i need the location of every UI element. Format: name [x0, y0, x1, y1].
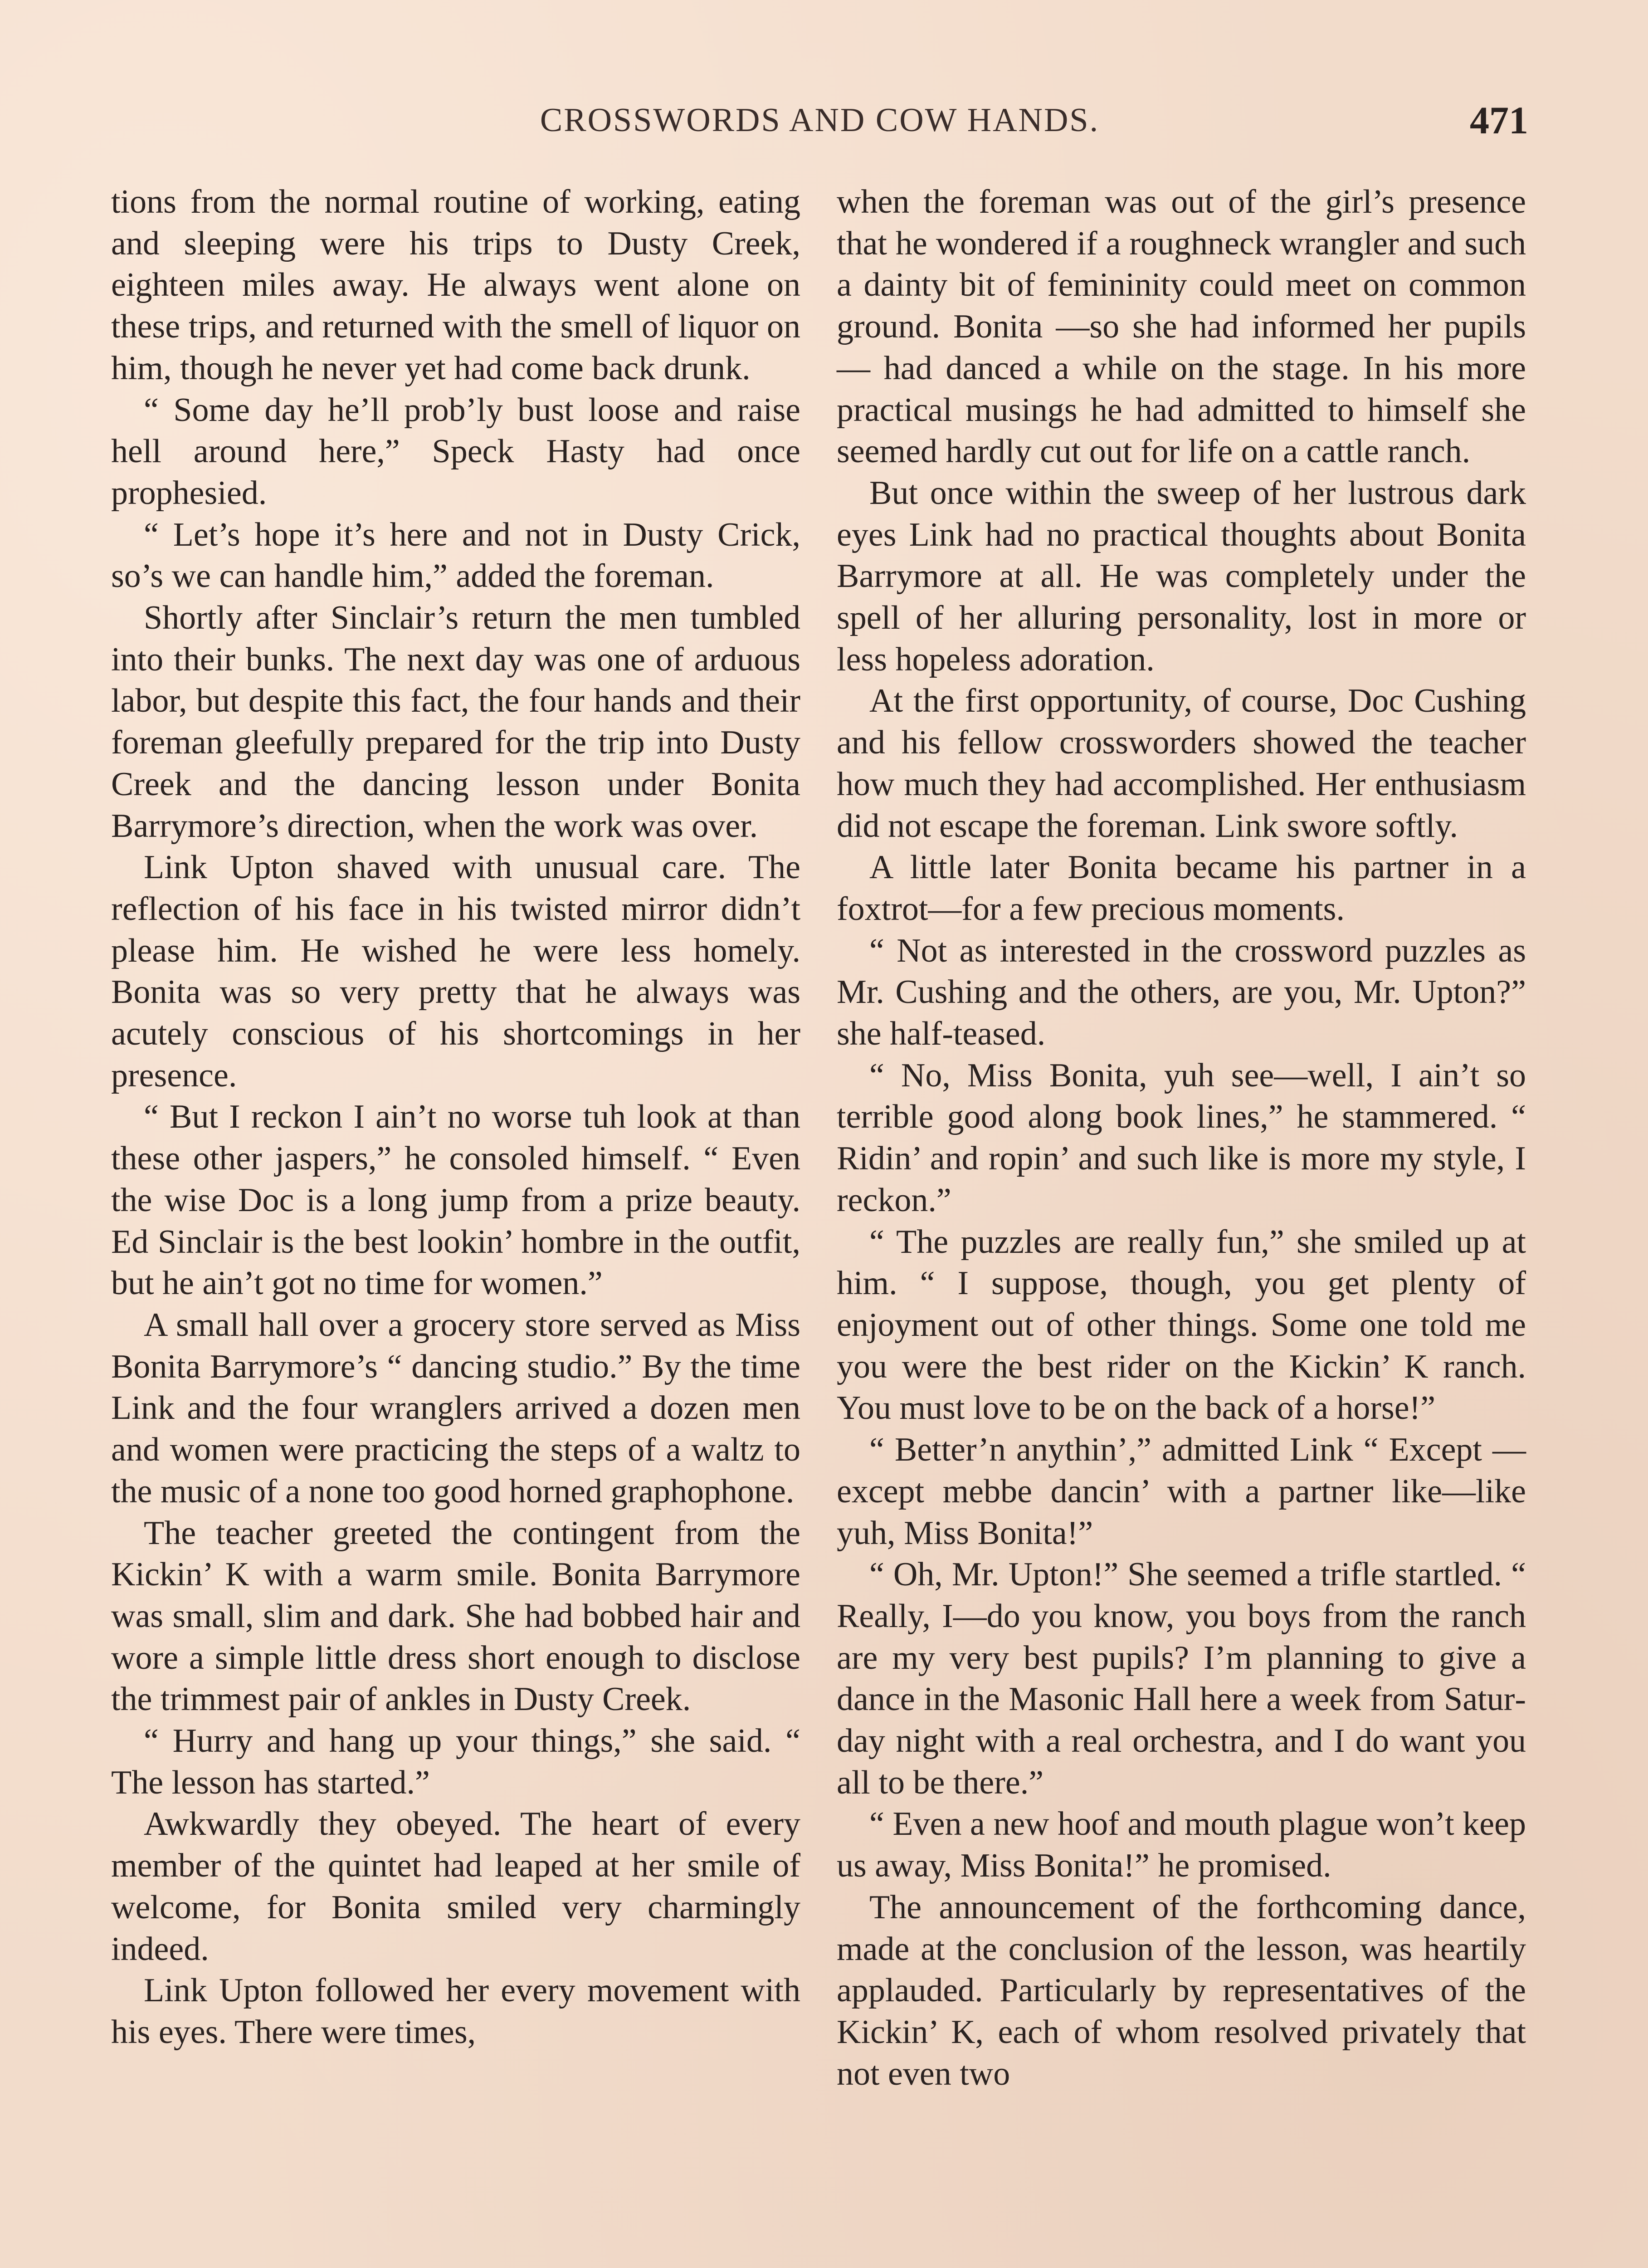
- paragraph: tions from the normal routine of working, eating and sleeping were his trips to Dusty Creek, eighteen miles away. He always went alone on these trips, and returned with the smell of liquor on him, though he never yet had come back drunk.: [111, 183, 800, 387]
- left-column: [111, 181, 800, 2053]
- paragraph: But once within the sweep of her lustrous dark eyes Link had no practical thoughts about Bonita Barrymore at all. He was completely under the spell of her alluring personality, lost in more or less hopeless adoration.: [837, 474, 1526, 678]
- right-column: [837, 181, 1526, 2095]
- paragraph: “ No, Miss Bonita, yuh see—well, I ain’t so terrible good along book lines,” he stammered. “ Ridin’ and ropin’ and such like is more my style, I reckon.”: [837, 1056, 1526, 1219]
- paragraph: Link Upton followed her every movement with his eyes. There were times,: [111, 1972, 800, 2051]
- paragraph: The teacher greeted the contingent from the Kickin’ K with a warm smile. Bonita Barrymore was small, slim and dark. She had bobbed hair and wore a simple little dress short enough to disclose the trimmest pair of ankles in Dusty Creek.: [111, 1514, 800, 1718]
- page-number: 471: [1470, 98, 1528, 142]
- paragraph: “ Let’s hope it’s here and not in Dusty Crick, so’s we can handle him,” added the foreman.: [111, 516, 800, 595]
- paragraph: “ The puzzles are really fun,” she smiled up at him. “ I suppose, though, you get plenty of enjoyment out of other things. Some one told me you were the best rider on the Kickin’ K ranch. You must love to be on the back of a horse!”: [837, 1223, 1526, 1427]
- paragraph: “ Not as interested in the crossword puzzles as Mr. Cushing and the others, are you, Mr. Upton?” she half-teased.: [837, 932, 1526, 1053]
- paragraph: At the first opportunity, of course, Doc Cushing and his fellow crossworders showed the teacher how much they had accomplished. Her enthusiasm did not escape the foreman. Link swore softly.: [837, 682, 1526, 845]
- running-title: CROSSWORDS AND COW HANDS.: [540, 102, 1100, 139]
- paragraph: “ Oh, Mr. Upton!” She seemed a trifle startled. “ Really, I—do you know, you boys from the ranch are my very best pupils? I’m planning to give a dance in the Masonic Hall here a week from Saturday night with a real orchestra, and I do want you all to be there.”: [837, 1556, 1526, 1801]
- paragraph: “ But I reckon I ain’t no worse tuh look at than these other jaspers,” he consoled himself. “ Even the wise Doc is a long jump from a prize beauty. Ed Sinclair is the best lookin’ hombre in the outfit, but he ain’t got no time for women.”: [111, 1098, 800, 1302]
- paragraph: “ Some day he’ll prob’ly bust loose and raise hell around here,” Speck Hasty had once prophesied.: [111, 391, 800, 512]
- page-header: [111, 98, 1528, 156]
- paragraph: Link Upton shaved with unusual care. The reflection of his face in his twisted mirror didn’t please him. He wished he were less homely. Bonita was so very pretty that he always was acutely conscious of his shortcomings in her presence.: [111, 849, 800, 1094]
- paragraph: The announcement of the forthcoming dance, made at the conclusion of the lesson, was heartily applauded. Particularly by representatives of the Kickin’ K, each of whom resolved privately that not even two: [837, 1888, 1526, 2092]
- paragraph: “ Hurry and hang up your things,” she said. “ The lesson has started.”: [111, 1722, 800, 1801]
- paragraph: A small hall over a grocery store served as Miss Bonita Barrymore’s “ dancing studio.” By the time Link and the four wranglers arrived a dozen men and women were practicing the steps of a waltz to the music of a none too good horned graphophone.: [111, 1306, 800, 1510]
- paragraph: Awkwardly they obeyed. The heart of every member of the quintet had leaped at her smile of welcome, for Bonita smiled very charmingly indeed.: [111, 1805, 800, 1968]
- paragraph: when the foreman was out of the girl’s presence that he wondered if a roughneck wrangler and such a dainty bit of femininity could meet on common ground. Bonita —so she had informed her pupils — had danced a while on the stage. In his more practical musings he had admitted to himself she seemed hardly cut out for life on a cattle ranch.: [837, 183, 1526, 470]
- paragraph: Shortly after Sinclair’s return the men tumbled into their bunks. The next day was one of arduous labor, but despite this fact, the four hands and their foreman gleefully prepared for the trip into Dusty Creek and the dancing lesson under Bonita Barrymore’s direction, when the work was over.: [111, 599, 800, 845]
- paragraph: A little later Bonita became his partner in a foxtrot—for a few precious moments.: [837, 849, 1526, 928]
- paragraph: “ Better’n anythin’,” admitted Link “ Except — except mebbe dancin’ with a partner like—like yuh, Miss Bonita!”: [837, 1431, 1526, 1552]
- paragraph: “ Even a new hoof and mouth plague won’t keep us away, Miss Bonita!” he promised.: [837, 1805, 1526, 1885]
